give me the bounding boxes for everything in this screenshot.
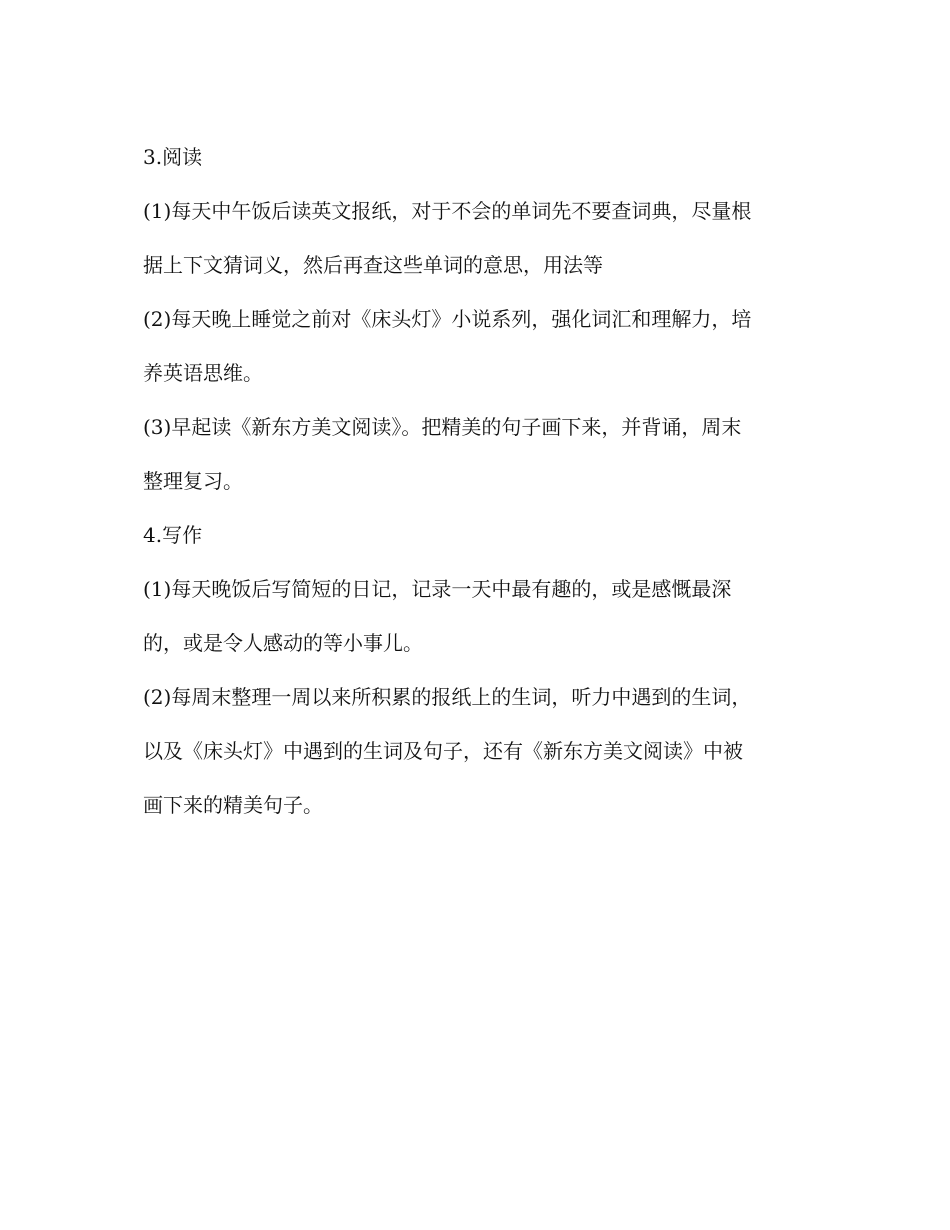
paragraph-line: 据上下文猜词义，然后再查这些单词的意思，用法等 (143, 253, 603, 277)
section-heading-writing: 4.写作 (143, 523, 203, 547)
paragraph-line: 的，或是令人感动的等小事儿。 (143, 631, 423, 655)
paragraph-line: (2)每天晚上睡觉之前对《床头灯》小说系列，强化词汇和理解力，培 (143, 307, 752, 331)
paragraph-line: 整理复习。 (143, 469, 243, 493)
paragraph-line: 画下来的精美句子。 (143, 793, 323, 817)
paragraph-line: (1)每天中午饭后读英文报纸，对于不会的单词先不要查词典，尽量根 (143, 199, 752, 223)
paragraph-line: (3)早起读《新东方美文阅读》。把精美的句子画下来，并背诵，周末 (143, 415, 742, 439)
section-heading-reading: 3.阅读 (143, 145, 203, 169)
paragraph-line: 以及《床头灯》中遇到的生词及句子，还有《新东方美文阅读》中被 (143, 739, 743, 763)
paragraph-line: (1)每天晚饭后写简短的日记，记录一天中最有趣的，或是感慨最深 (143, 577, 732, 601)
document-body (143, 135, 813, 837)
paragraph-line: 养英语思维。 (143, 361, 263, 385)
paragraph-line: (2)每周末整理一周以来所积累的报纸上的生词，听力中遇到的生词， (143, 685, 752, 709)
